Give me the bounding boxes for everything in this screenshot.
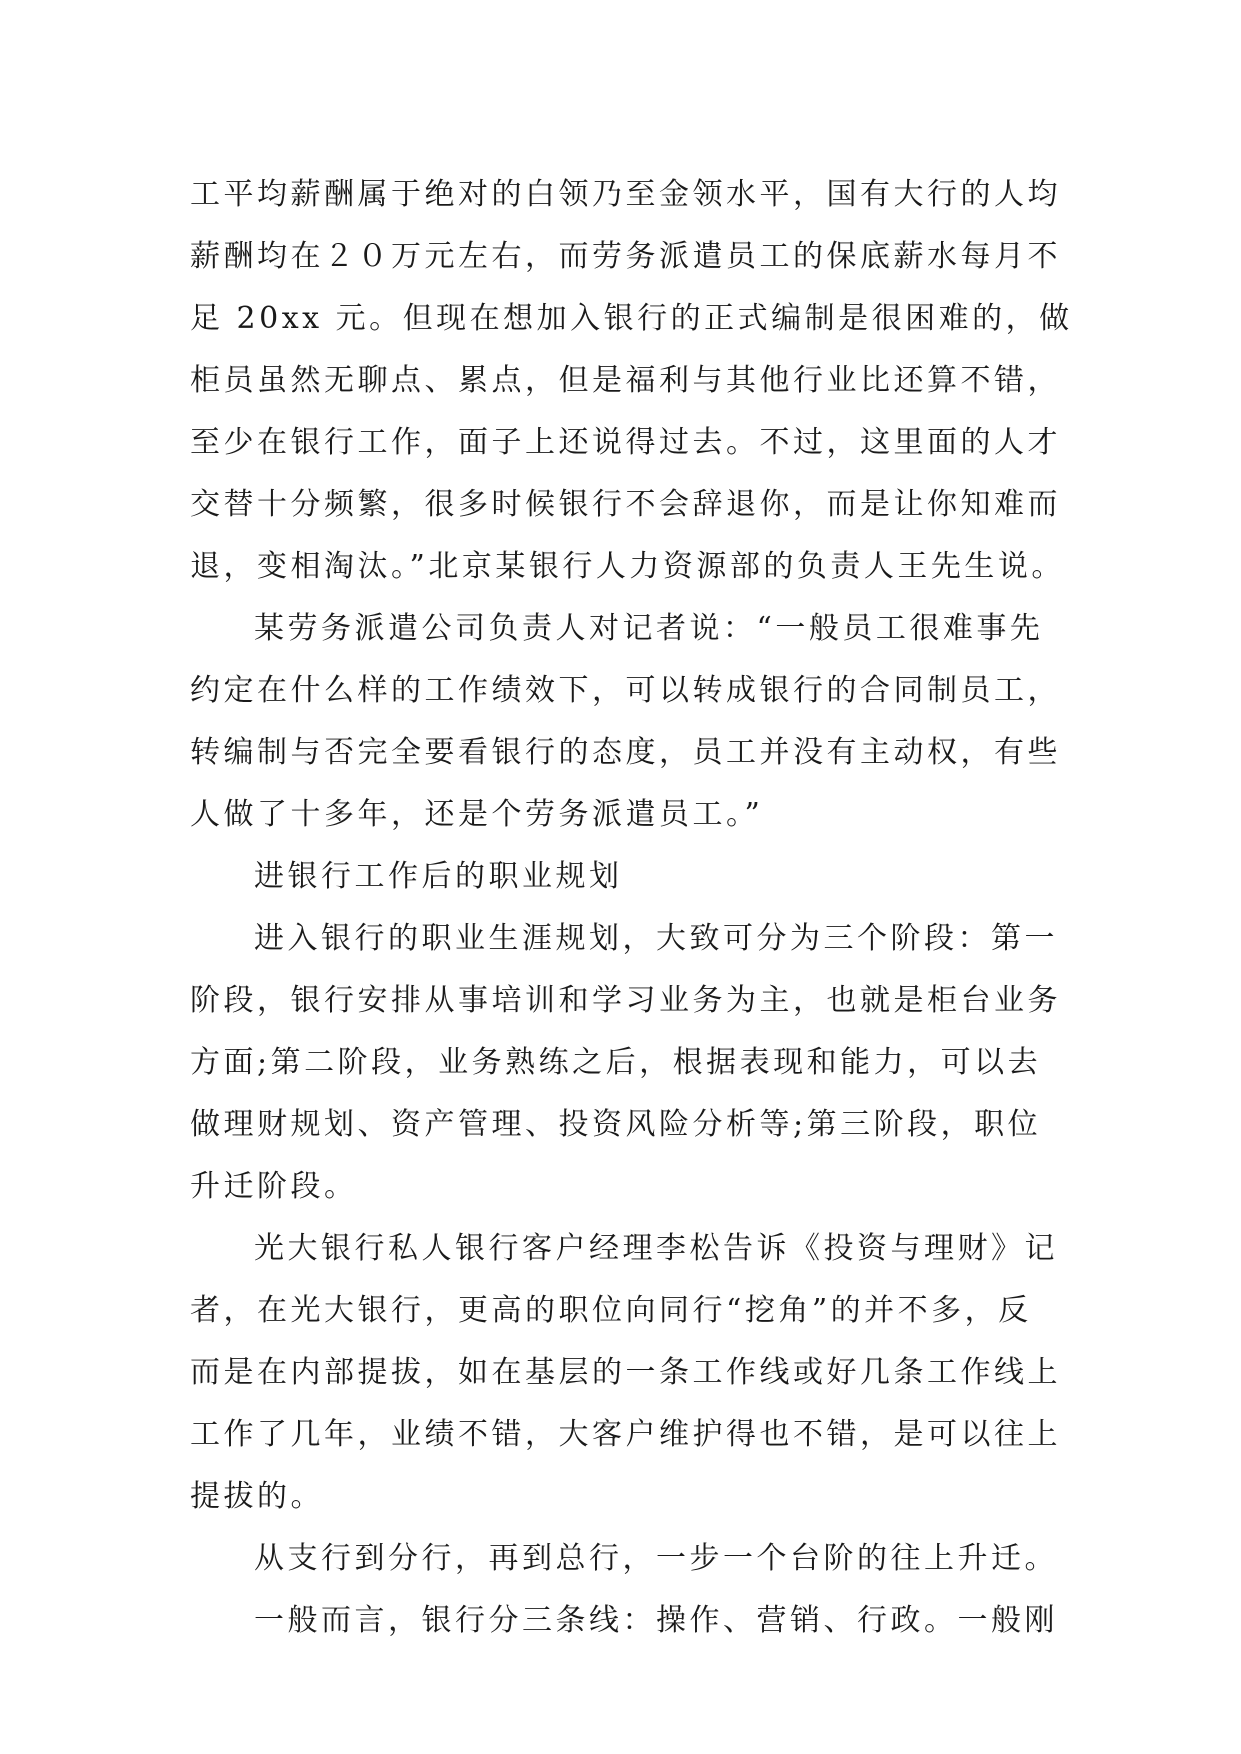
text-line: 工作了几年，业绩不错，大客户维护得也不错，是可以往上 <box>190 1417 1061 1452</box>
text-line: 交替十分频繁，很多时候银行不会辞退你，而是让你知难而 <box>190 487 1061 522</box>
text-line: 柜员虽然无聊点、累点，但是福利与其他行业比还算不错， <box>190 363 1061 398</box>
text-line: 退，变相淘汰。”北京某银行人力资源部的负责人王先生说。 <box>190 549 1065 584</box>
document-body <box>190 164 1073 1652</box>
text-line: 提拔的。 <box>190 1479 324 1514</box>
text-line: 者，在光大银行，更高的职位向同行“挖角”的并不多，反 <box>190 1293 1032 1328</box>
text-line: 方面;第二阶段，业务熟练之后，根据表现和能力，可以去 <box>190 1045 1042 1080</box>
text-line: 而是在内部提拔，如在基层的一条工作线或好几条工作线上 <box>190 1355 1061 1390</box>
text-line: 工平均薪酬属于绝对的白领乃至金领水平，国有大行的人均 <box>190 177 1061 212</box>
text-line: 进入银行的职业生涯规划，大致可分为三个阶段：第一 <box>254 921 1058 956</box>
text-line: 阶段，银行安排从事培训和学习业务为主，也就是柜台业务 <box>190 983 1061 1018</box>
text-line: 至少在银行工作，面子上还说得过去。不过，这里面的人才 <box>190 425 1061 460</box>
text-line: 约定在什么样的工作绩效下，可以转成银行的合同制员工， <box>190 673 1061 708</box>
text-line: 光大银行私人银行客户经理李松告诉《投资与理财》记 <box>254 1231 1058 1266</box>
text-line: 某劳务派遣公司负责人对记者说：“一般员工很难事先 <box>254 611 1044 646</box>
text-line: 从支行到分行，再到总行，一步一个台阶的往上升迁。 <box>254 1541 1058 1576</box>
text-line: 薪酬均在２０万元左右，而劳务派遣员工的保底薪水每月不 <box>190 239 1061 274</box>
text-line: 做理财规划、资产管理、投资风险分析等;第三阶段，职位 <box>190 1107 1042 1142</box>
section-heading: 进银行工作后的职业规划 <box>254 859 623 894</box>
text-line: 一般而言，银行分三条线：操作、营销、行政。一般刚 <box>254 1603 1058 1638</box>
text-line: 足 20xx 元。但现在想加入银行的正式编制是很困难的，做 <box>190 301 1073 336</box>
text-line: 人做了十多年，还是个劳务派遣员工。” <box>190 797 764 832</box>
text-line: 升迁阶段。 <box>190 1169 358 1204</box>
text-line: 转编制与否完全要看银行的态度，员工并没有主动权，有些 <box>190 735 1061 770</box>
